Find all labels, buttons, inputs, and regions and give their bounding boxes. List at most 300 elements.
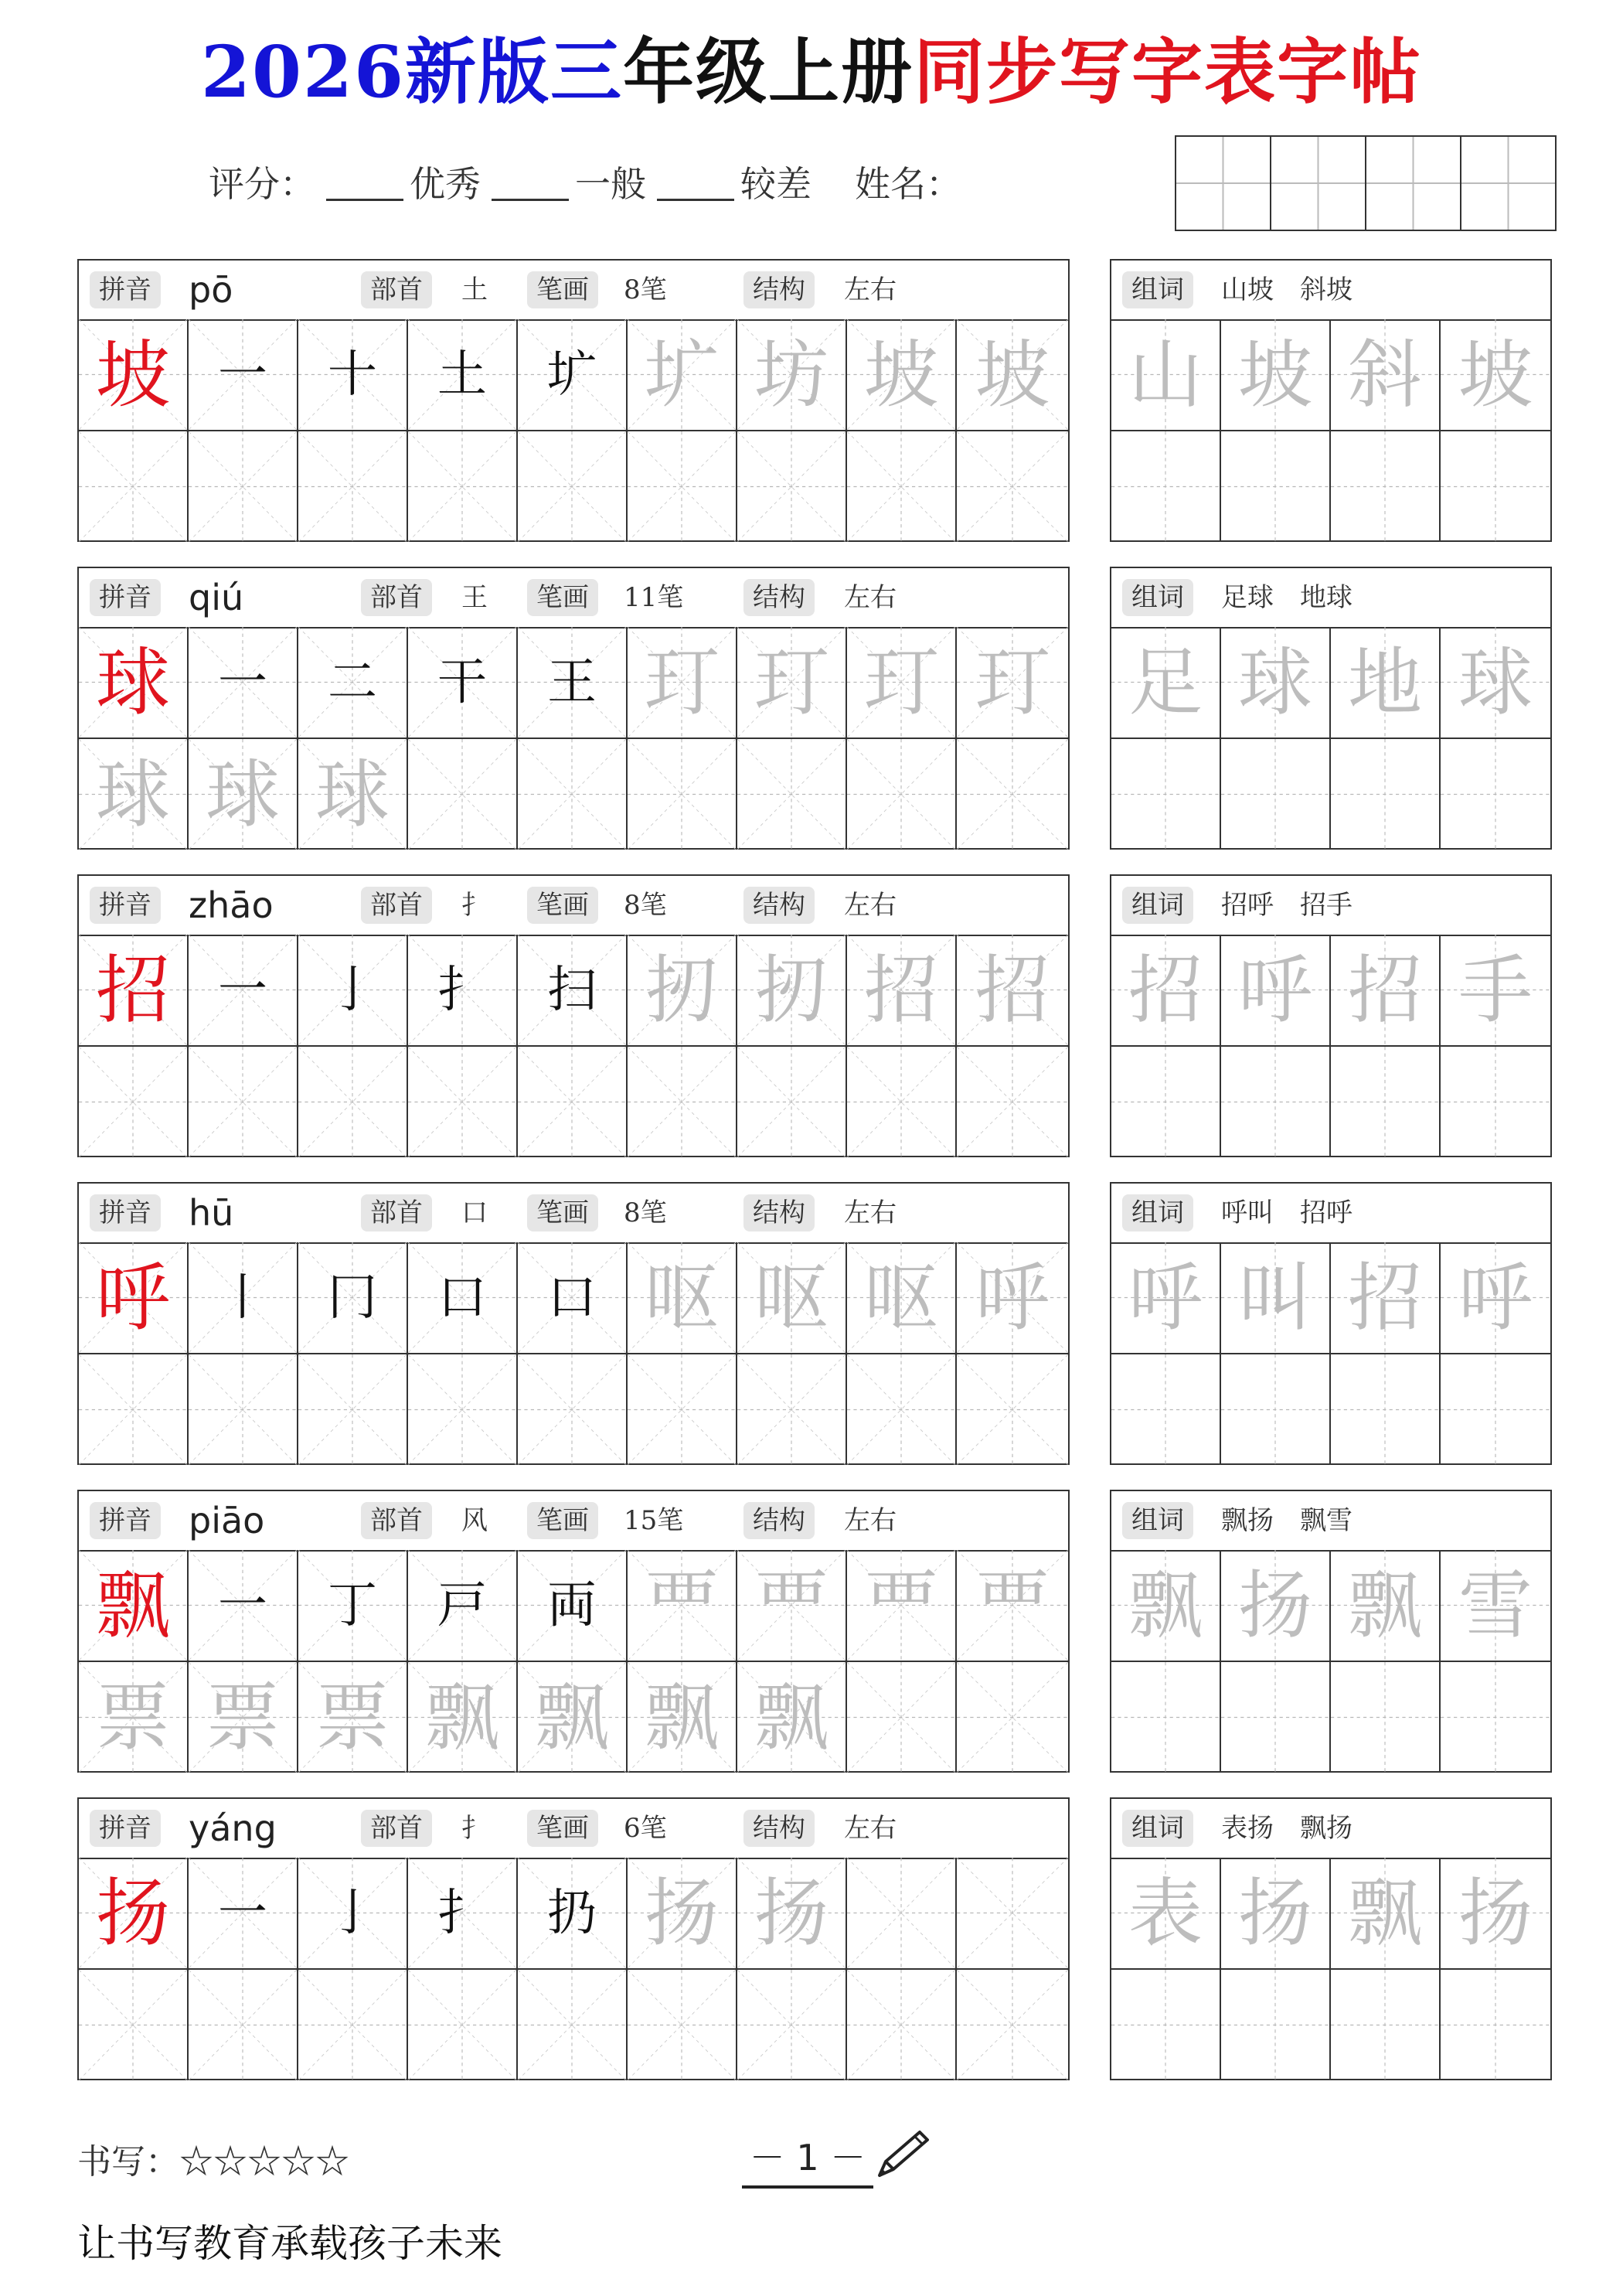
word-cell[interactable] [1331,1242,1441,1353]
word-practice-cell[interactable] [1331,739,1441,850]
stroke-practice-box [77,874,1070,1157]
words-row [1111,1242,1550,1353]
structure-value: 左右 [844,890,897,921]
word-cell[interactable] [1221,935,1331,1045]
word-char: 飘 [1348,1562,1422,1649]
words-box [1110,1182,1552,1465]
stroke-order-cell[interactable] [737,319,847,430]
char-info-bar [79,1491,1068,1552]
word-practice-cell[interactable] [1441,1970,1550,2080]
stroke-order-char: 扔 [547,1884,597,1942]
word-practice-cell[interactable] [1221,1047,1331,1157]
word-cell[interactable] [1331,319,1441,430]
grid-row [79,935,1068,1045]
practice-cell[interactable] [628,431,737,542]
stroke-order-char: 扨 [754,946,829,1034]
strokes-tag: 笔画 [527,1502,598,1539]
char-info-bar [79,1184,1068,1244]
practice-cell[interactable] [518,739,628,850]
word-char: 叫 [1238,1254,1312,1341]
score-option-average: 一般 [575,163,646,205]
practice-section [0,1182,1623,1468]
practice-cell[interactable] [298,1354,408,1465]
words-box [1110,1490,1552,1773]
practice-cell[interactable] [628,739,737,850]
practice-cell[interactable] [298,1662,408,1773]
stroke-order-char: 扨 [645,946,719,1034]
stroke-order-cell[interactable] [628,319,737,430]
name-box[interactable] [1271,137,1366,230]
word-char: 呼 [1128,1254,1203,1341]
grid-row [79,1242,1068,1353]
words-tag: 组词 [1122,271,1193,308]
practice-cell[interactable] [408,1662,518,1773]
stroke-order-cell[interactable] [847,1858,957,1968]
words-row [1111,738,1550,850]
name-box[interactable] [1366,137,1461,230]
word-practice-cell[interactable] [1111,1970,1221,2080]
practice-grid [79,319,1068,540]
stroke-order-char: 招 [975,946,1050,1034]
words-tag: 组词 [1122,887,1193,924]
practice-cell[interactable] [518,1970,628,2080]
word-practice-cell[interactable] [1221,1662,1331,1773]
strokes-tag: 笔画 [527,887,598,924]
pinyin-tag: 拼音 [90,579,161,616]
stroke-order-cell[interactable] [737,627,847,738]
word-char: 山 [1128,331,1203,418]
words-tag: 组词 [1122,1810,1193,1847]
practice-cell[interactable] [847,431,957,542]
word-cell[interactable] [1221,627,1331,738]
practice-cell[interactable] [408,739,518,850]
stroke-order-char: 一 [218,961,267,1019]
practice-cell[interactable] [737,739,847,850]
score-option-excellent: 优秀 [410,163,481,205]
practice-section [0,1797,1623,2083]
words-tag: 组词 [1122,1194,1193,1231]
practice-cell[interactable] [628,1970,737,2080]
word-cell[interactable] [1221,1242,1331,1353]
word-cell[interactable] [1331,1550,1441,1661]
structure-value: 左右 [844,274,897,305]
practice-char: 飘 [754,1674,829,1761]
stroke-order-cell[interactable] [518,1242,628,1353]
practice-cell[interactable] [79,1354,189,1465]
stroke-order-cell[interactable] [189,1858,298,1968]
name-boxes [1175,135,1557,231]
pen-icon [872,2127,934,2182]
structure-tag: 结构 [743,271,815,308]
word-cell[interactable] [1111,1242,1221,1353]
grid-row [79,1968,1068,2080]
stroke-order-cell[interactable] [298,935,408,1045]
practice-cell[interactable] [737,1047,847,1157]
words-value: 呼叫 招呼 [1221,1197,1352,1228]
strokes-value: 8笔 [624,274,667,305]
word-practice-cell[interactable] [1331,1354,1441,1465]
practice-cell[interactable] [408,1970,518,2080]
word-cell[interactable] [1221,1550,1331,1661]
stroke-order-cell[interactable] [847,1550,957,1661]
word-cell[interactable] [1331,935,1441,1045]
radical-value: 扌 [461,1813,488,1844]
practice-cell[interactable] [189,431,298,542]
stroke-order-cell[interactable] [408,935,518,1045]
practice-cell[interactable] [79,739,189,850]
stroke-order-cell[interactable] [518,1858,628,1968]
main-char: 招 [96,946,170,1034]
stroke-order-cell[interactable] [737,1550,847,1661]
word-cell[interactable] [1441,627,1550,738]
page-number: － 1 － [742,2130,873,2189]
stroke-order-char: 干 [437,653,487,711]
stroke-order-cell[interactable] [957,1858,1068,1968]
grid-row [79,430,1068,542]
word-char: 呼 [1458,1254,1533,1341]
word-cell[interactable] [1441,1242,1550,1353]
stroke-order-cell[interactable] [189,627,298,738]
words-value: 表扬 飘扬 [1221,1813,1352,1844]
practice-cell[interactable] [847,1662,957,1773]
words-grid [1111,935,1550,1156]
stroke-order-char: 丁 [328,1576,377,1634]
practice-cell[interactable] [518,431,628,542]
main-char-cell [79,319,189,430]
stroke-order-cell[interactable] [408,1550,518,1661]
stroke-order-cell[interactable] [298,1550,408,1661]
practice-cell[interactable] [628,1662,737,1773]
practice-section [0,259,1623,545]
stroke-order-char: 呕 [754,1254,829,1341]
word-char: 扬 [1238,1869,1312,1957]
stroke-order-cell[interactable] [189,935,298,1045]
stroke-order-cell[interactable] [189,319,298,430]
main-char: 坡 [96,331,170,418]
word-cell[interactable] [1111,1550,1221,1661]
practice-cell[interactable] [79,431,189,542]
stroke-order-cell[interactable] [957,935,1068,1045]
word-char: 斜 [1348,331,1422,418]
practice-cell[interactable] [737,1662,847,1773]
stroke-order-cell[interactable] [298,627,408,738]
stroke-order-cell[interactable] [957,319,1068,430]
stroke-order-char: 扌 [437,1884,487,1942]
practice-cell[interactable] [298,1047,408,1157]
practice-cell[interactable] [189,1354,298,1465]
practice-cell[interactable] [518,1662,628,1773]
practice-cell[interactable] [79,1662,189,1773]
stroke-order-char: 玎 [864,639,938,726]
stroke-order-cell[interactable] [298,1858,408,1968]
word-practice-cell[interactable] [1221,1970,1331,2080]
structure-value: 左右 [844,1813,897,1844]
stroke-order-char: 一 [218,1576,267,1634]
practice-char: 飘 [425,1674,499,1761]
practice-cell[interactable] [957,431,1068,542]
practice-cell[interactable] [189,1970,298,2080]
practice-char: 飘 [645,1674,719,1761]
word-practice-cell[interactable] [1441,431,1550,542]
stroke-order-cell[interactable] [408,1242,518,1353]
practice-cell[interactable] [847,1970,957,2080]
char-info-bar [79,876,1068,936]
stroke-order-cell[interactable] [957,627,1068,738]
stroke-order-cell[interactable] [518,1550,628,1661]
practice-cell[interactable] [957,1047,1068,1157]
char-info-bar [79,568,1068,629]
stroke-order-cell[interactable] [847,319,957,430]
word-char: 飘 [1348,1869,1422,1957]
pinyin-tag: 拼音 [90,1810,161,1847]
main-char: 飘 [96,1562,170,1649]
stroke-order-char: 玎 [975,639,1050,726]
practice-section [0,1490,1623,1776]
stroke-order-char: 十 [328,346,377,404]
word-cell[interactable] [1111,627,1221,738]
word-char: 雪 [1458,1562,1533,1649]
word-practice-cell[interactable] [1111,1354,1221,1465]
words-grid [1111,1242,1550,1463]
stroke-order-char: 両 [547,1576,597,1634]
practice-grid [79,1858,1068,2079]
word-cell[interactable] [1111,1858,1221,1968]
word-practice-cell[interactable] [1111,1047,1221,1157]
stroke-order-char: 土 [437,346,487,404]
practice-cell[interactable] [737,1354,847,1465]
practice-grid [79,1550,1068,1771]
stroke-order-char: 扌 [437,961,487,1019]
word-char: 手 [1458,946,1533,1034]
stroke-order-cell[interactable] [847,1242,957,1353]
practice-cell[interactable] [298,739,408,850]
practice-char: 球 [96,751,170,838]
stroke-order-char: 亅 [328,961,377,1019]
stroke-order-cell[interactable] [628,1550,737,1661]
word-practice-cell[interactable] [1221,1354,1331,1465]
stroke-order-char: 呕 [645,1254,719,1341]
practice-cell[interactable] [189,739,298,850]
word-practice-cell[interactable] [1441,1354,1550,1465]
stroke-order-cell[interactable] [518,935,628,1045]
practice-cell[interactable] [847,739,957,850]
practice-cell[interactable] [408,431,518,542]
stroke-order-cell[interactable] [957,1242,1068,1353]
strokes-value: 11笔 [624,582,684,613]
practice-char: 飘 [535,1674,609,1761]
pinyin-value: hū [189,1192,234,1234]
stroke-order-char: 扫 [547,961,597,1019]
word-char: 呼 [1238,946,1312,1034]
practice-char: 票 [315,1674,390,1761]
stroke-order-cell[interactable] [518,319,628,430]
stroke-order-cell[interactable] [628,1858,737,1968]
word-cell[interactable] [1221,319,1331,430]
word-char: 表 [1128,1869,1203,1957]
stroke-order-char: 玎 [645,639,719,726]
word-cell[interactable] [1441,319,1550,430]
word-cell[interactable] [1331,1858,1441,1968]
word-practice-cell[interactable] [1221,431,1331,542]
word-cell[interactable] [1331,627,1441,738]
word-practice-cell[interactable] [1441,739,1550,850]
practice-cell[interactable] [298,431,408,542]
practice-cell[interactable] [189,1662,298,1773]
word-char: 球 [1458,639,1533,726]
char-info-bar [79,261,1068,321]
stroke-order-cell[interactable] [408,319,518,430]
grid-row [79,319,1068,430]
stroke-order-char: 覀 [754,1562,829,1649]
word-cell[interactable] [1221,1858,1331,1968]
practice-cell[interactable] [79,1047,189,1157]
title-part-3: 年级上册 [623,30,914,114]
stroke-order-char: 二 [328,653,377,711]
strokes-tag: 笔画 [527,579,598,616]
radical-tag: 部首 [361,1194,432,1231]
practice-grid [79,935,1068,1156]
writing-rating: 书写：☆☆☆☆☆ [77,2142,349,2182]
main-char-cell [79,935,189,1045]
words-info-bar [1111,261,1550,321]
main-char: 扬 [96,1869,170,1957]
title-part-2: 三 [550,30,624,114]
stroke-practice-box [77,1490,1070,1773]
stroke-order-char: 王 [547,653,597,711]
words-row [1111,319,1550,430]
word-practice-cell[interactable] [1111,431,1221,542]
name-box[interactable] [1176,137,1271,230]
practice-cell[interactable] [408,1047,518,1157]
stroke-order-cell[interactable] [298,319,408,430]
practice-cell[interactable] [518,1047,628,1157]
practice-cell[interactable] [408,1354,518,1465]
grid-row [79,1353,1068,1465]
practice-cell[interactable] [847,1354,957,1465]
practice-char: 球 [315,751,390,838]
practice-char: 球 [206,751,280,838]
word-char: 飘 [1128,1562,1203,1649]
name-box[interactable] [1461,137,1555,230]
word-practice-cell[interactable] [1111,1662,1221,1773]
practice-cell[interactable] [79,1970,189,2080]
word-practice-cell[interactable] [1221,739,1331,850]
words-value: 山坡 斜坡 [1221,274,1352,305]
word-char: 扬 [1458,1869,1533,1957]
words-row [1111,935,1550,1045]
practice-cell[interactable] [737,1970,847,2080]
radical-value: 扌 [461,890,488,921]
word-cell[interactable] [1111,935,1221,1045]
stroke-order-cell[interactable] [628,627,737,738]
stroke-order-char: 亅 [328,1884,377,1942]
slogan: 让书写教育承载孩子未来 [77,2221,502,2266]
words-value: 足球 地球 [1221,582,1352,613]
stroke-practice-box [77,1182,1070,1465]
stroke-order-cell[interactable] [957,1550,1068,1661]
stroke-order-char: 覀 [645,1562,719,1649]
stroke-order-cell[interactable] [628,1242,737,1353]
practice-cell[interactable] [518,1354,628,1465]
words-row [1111,1045,1550,1157]
word-practice-cell[interactable] [1331,1047,1441,1157]
strokes-tag: 笔画 [527,271,598,308]
word-cell[interactable] [1441,1858,1550,1968]
word-practice-cell[interactable] [1441,1047,1550,1157]
stroke-order-cell[interactable] [847,935,957,1045]
practice-section [0,567,1623,853]
stroke-order-cell[interactable] [847,627,957,738]
word-practice-cell[interactable] [1331,431,1441,542]
practice-cell[interactable] [957,1662,1068,1773]
practice-cell[interactable] [628,1354,737,1465]
score-blank-excellent[interactable] [326,163,403,201]
stroke-order-char: 坡 [864,331,938,418]
word-practice-cell[interactable] [1331,1662,1441,1773]
words-grid [1111,319,1550,540]
page-title [0,29,1623,114]
stroke-order-cell[interactable] [737,1242,847,1353]
practice-cell[interactable] [298,1970,408,2080]
stroke-order-cell[interactable] [737,935,847,1045]
stroke-practice-box [77,1797,1070,2080]
practice-cell[interactable] [737,431,847,542]
stroke-order-cell[interactable] [628,935,737,1045]
practice-cell[interactable] [957,1354,1068,1465]
stroke-order-cell[interactable] [408,1858,518,1968]
stroke-order-cell[interactable] [189,1550,298,1661]
structure-tag: 结构 [743,1810,815,1847]
word-practice-cell[interactable] [1441,1662,1550,1773]
score-bar [209,155,961,209]
radical-tag: 部首 [361,579,432,616]
stroke-order-cell[interactable] [298,1242,408,1353]
practice-char: 票 [96,1674,170,1761]
stroke-order-char: 覀 [975,1562,1050,1649]
practice-cell[interactable] [847,1047,957,1157]
word-practice-cell[interactable] [1331,1970,1441,2080]
stroke-order-char: 圹 [645,331,719,418]
radical-value: 口 [461,1197,488,1228]
practice-cell[interactable] [957,739,1068,850]
word-practice-cell[interactable] [1111,739,1221,850]
stroke-order-cell[interactable] [737,1858,847,1968]
word-cell[interactable] [1441,935,1550,1045]
word-char: 扬 [1238,1562,1312,1649]
radical-tag: 部首 [361,1810,432,1847]
stroke-order-char: 扬 [754,1869,829,1957]
strokes-value: 8笔 [624,1197,667,1228]
structure-value: 左右 [844,1197,897,1228]
words-grid [1111,1858,1550,2079]
stroke-order-cell[interactable] [518,627,628,738]
radical-value: 王 [461,582,488,613]
practice-cell[interactable] [628,1047,737,1157]
practice-cell[interactable] [957,1970,1068,2080]
main-char: 呼 [96,1254,170,1341]
score-blank-average[interactable] [492,163,569,201]
practice-cell[interactable] [189,1047,298,1157]
words-info-bar [1111,568,1550,629]
stroke-order-cell[interactable] [408,627,518,738]
stroke-order-char: 一 [218,1884,267,1942]
practice-char: 票 [206,1674,280,1761]
word-cell[interactable] [1111,319,1221,430]
stroke-order-cell[interactable] [189,1242,298,1353]
stroke-order-char: 口 [547,1269,597,1327]
score-blank-poor[interactable] [657,163,734,201]
word-cell[interactable] [1441,1550,1550,1661]
